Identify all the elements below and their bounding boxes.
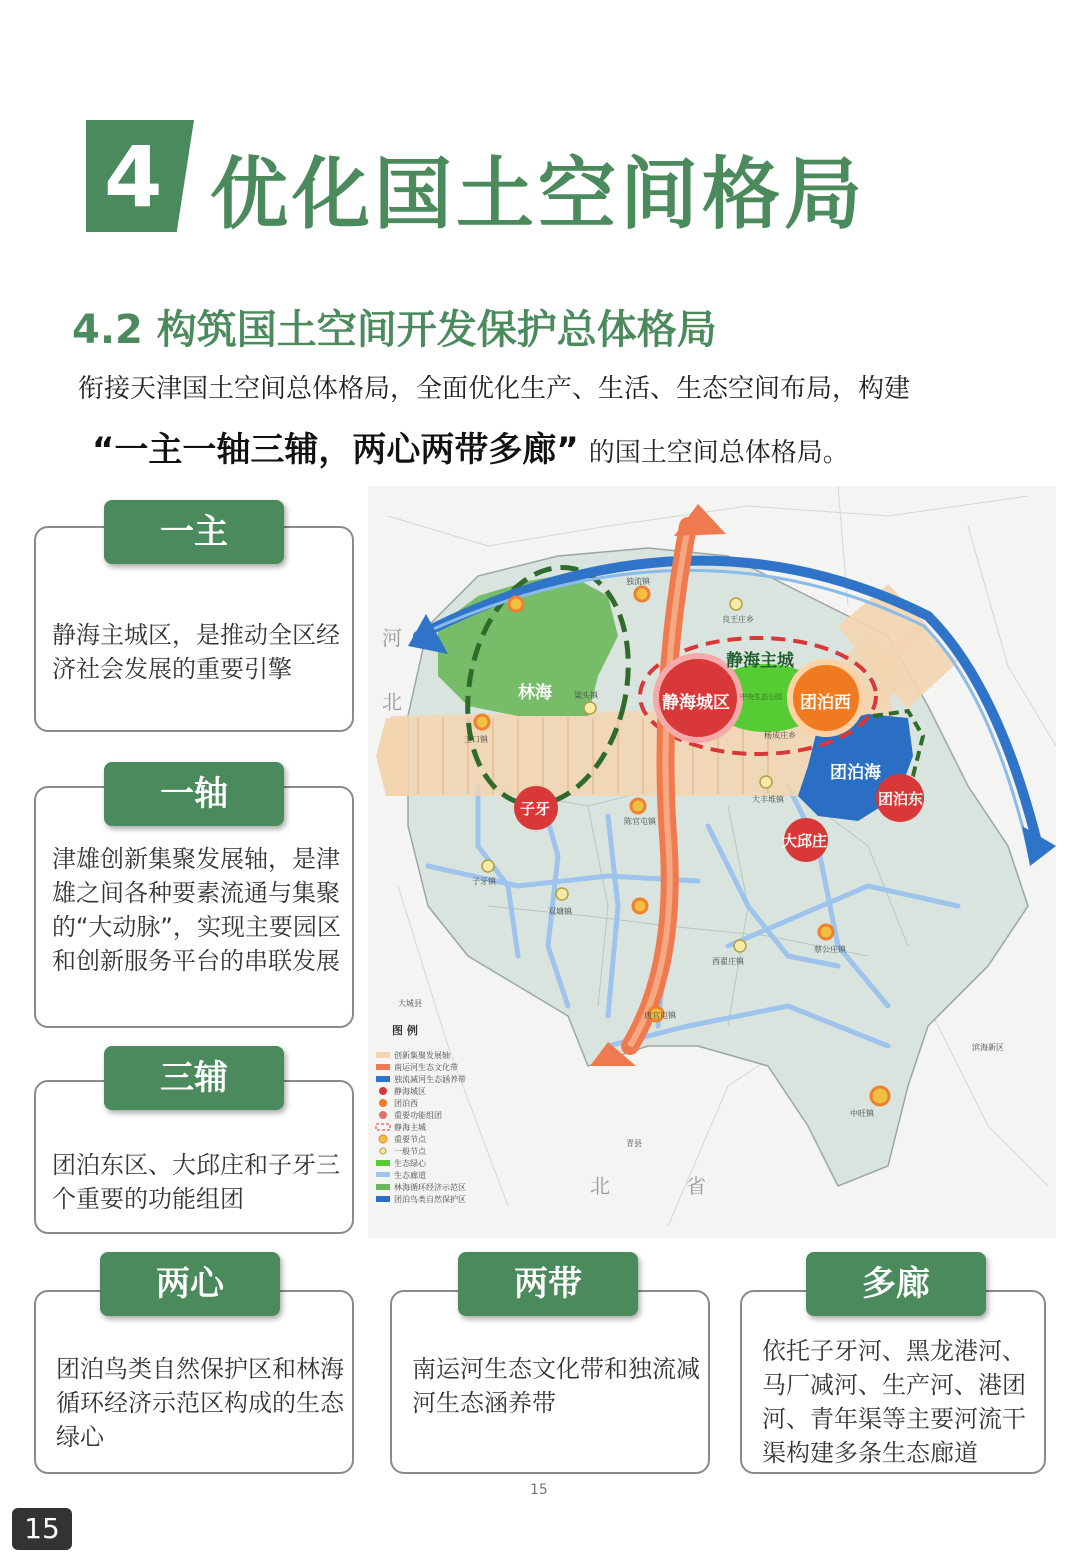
label-tuanbo-west: 团泊西 <box>800 693 851 713</box>
card-liangdai-text: 南运河生态文化带和独流减河生态涵养带 <box>412 1355 700 1417</box>
label-liangwangzhuang: 良王庄乡 <box>722 615 754 624</box>
spatial-structure-map <box>368 486 1056 1238</box>
card-yizhu-text: 静海主城区，是推动全区经济社会发展的重要引擎 <box>52 621 340 683</box>
label-wangkou: 王口镇 <box>464 735 488 744</box>
province-char-he: 河 <box>382 626 402 650</box>
label-tuanbo-lake: 团泊海 <box>830 763 881 783</box>
label-liangwang: 梁头镇 <box>574 691 598 700</box>
legend-item: 南运河生态文化带 <box>394 1063 458 1072</box>
label-xizhai: 西翟庄镇 <box>712 957 744 966</box>
legend-item: 独流减河生态涵养带 <box>394 1075 466 1084</box>
tag-sanfu: 三辅 <box>104 1046 284 1110</box>
card-duolang-text: 依托子牙河、黑龙港河、马厂减河、生产河、港团河、青年渠等主要河流干渠构建多条生态廊道 <box>762 1337 1026 1467</box>
chapter-title: 优化国土空间格局 <box>210 150 867 240</box>
map-svg <box>368 486 1056 1238</box>
intro-rest: 的国土空间总体格局。 <box>588 438 849 468</box>
card-sanfu-text: 团泊东区、大邱庄和子牙三个重要的功能组团 <box>52 1151 340 1213</box>
label-duliu: 独流镇 <box>626 577 650 586</box>
province-char-sheng: 省 <box>686 1174 706 1198</box>
intro-line-2 <box>92 422 849 471</box>
province-char-bei: 北 <box>382 690 402 714</box>
legend-item: 生态廊道 <box>394 1171 426 1180</box>
section-title: 4.2 构筑国土空间开发保护总体格局 <box>72 307 717 353</box>
legend-item: 静海城区 <box>394 1087 426 1096</box>
legend-item: 静海主城 <box>394 1123 426 1132</box>
tag-yizhou: 一轴 <box>104 762 284 826</box>
label-shuanghong: 双塘镇 <box>548 907 572 916</box>
legend-item: 重要功能组团 <box>394 1111 442 1120</box>
intro-line-1: 衔接天津国土空间总体格局，全面优化生产、生活、生态空间布局，构建 <box>78 374 911 404</box>
label-linhai: 林海 <box>518 683 552 703</box>
label-daxin: 大城县 <box>398 999 422 1008</box>
province-char-bei-2: 北 <box>590 1174 610 1198</box>
legend-item: 一般节点 <box>394 1147 426 1156</box>
legend-item: 团泊西 <box>394 1099 418 1108</box>
label-chenguan: 陈官屯镇 <box>624 817 656 826</box>
label-dafengdui: 大丰堆镇 <box>752 795 784 804</box>
label-tuanbo-east: 团泊东 <box>878 790 924 808</box>
label-daqiuzhuang: 大邱庄 <box>782 832 828 850</box>
label-jinghai-district: 静海城区 <box>662 693 730 713</box>
page-number-badge: 15 <box>12 1508 72 1550</box>
tag-duolang: 多廊 <box>806 1252 986 1316</box>
legend-title: 图 例 <box>392 1024 418 1037</box>
page-number-center: 15 <box>530 1482 548 1498</box>
card-liangxin-text: 团泊鸟类自然保护区和林海循环经济示范区构成的生态绿心 <box>56 1355 344 1451</box>
label-qingxian: 青县 <box>626 1139 642 1148</box>
legend-item: 创新集聚发展轴 <box>394 1051 450 1060</box>
tag-liangxin: 两心 <box>100 1252 280 1316</box>
label-yangchengzhuang: 杨成庄乡 <box>764 731 796 740</box>
label-zhongwang: 中旺镇 <box>850 1109 874 1118</box>
legend-item: 团泊鸟类自然保护区 <box>394 1195 466 1204</box>
chapter-number: 4 <box>104 128 163 226</box>
label-caigong: 蔡公庄镇 <box>814 945 846 954</box>
tag-yizhu: 一主 <box>104 500 284 564</box>
label-ziya-town: 子牙镇 <box>472 877 496 886</box>
intro-quote: “一主一轴三辅，两心两带多廊” <box>92 430 579 470</box>
legend-item: 重要节点 <box>394 1135 426 1144</box>
label-binhai: 滨海新区 <box>972 1043 1004 1052</box>
legend-item: 生态绿心 <box>394 1159 426 1168</box>
legend-item: 林海循环经济示范区 <box>394 1183 466 1192</box>
label-ziya: 子牙 <box>520 800 551 818</box>
tag-liangdai: 两带 <box>458 1252 638 1316</box>
label-jinghai-city: 静海主城 <box>726 651 794 671</box>
label-park: 中央生态公园 <box>740 693 782 701</box>
card-yizhou-text: 津雄创新集聚发展轴，是津雄之间各种要素流通与集聚的“大动脉”，实现主要园区和创新服务平台的串联发展 <box>52 845 341 975</box>
label-tangguantun: 唐官屯镇 <box>644 1011 676 1020</box>
